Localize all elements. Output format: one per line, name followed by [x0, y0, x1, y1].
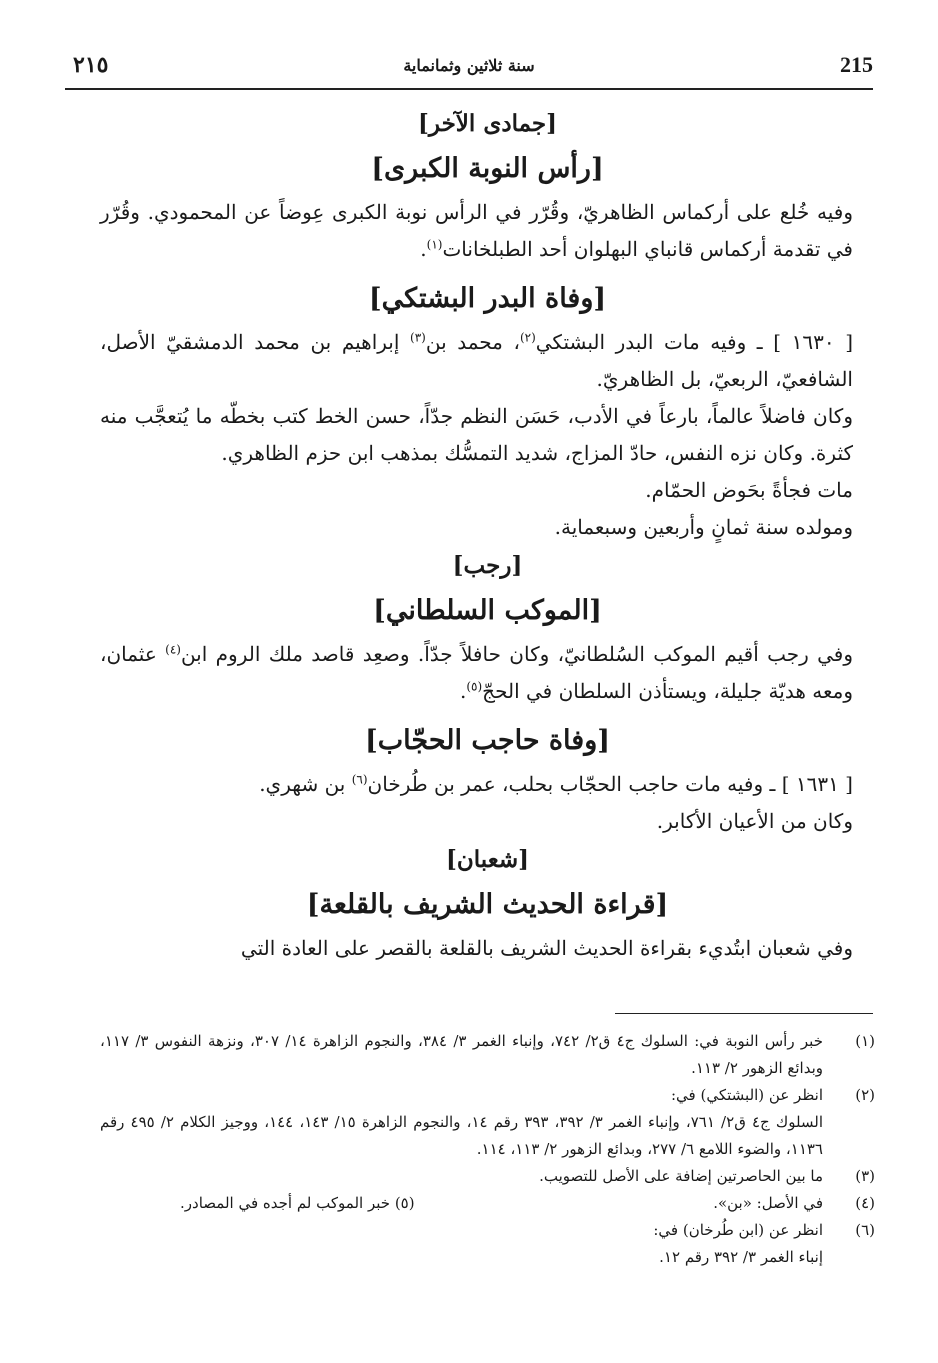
paragraph: وكان فاضلاً عالماً، بارعاً في الأدب، حَسَن النظم جدّاً، حسن الخط كتب بخطّه ما يُتعجَّب منه كثرة. وكان نزه النفس، حادّ المزاج، شديد التمسُّك بمذهب ابن حزم الظاهري. — [100, 404, 853, 465]
footnote-divider — [615, 1013, 873, 1014]
month-heading-jumada: [جمادى الآخر] — [418, 110, 557, 137]
main-text — [100, 104, 875, 967]
section-heading-hadith: [قراءة الحديث الشريف بالقلعة] — [306, 889, 669, 920]
paragraph: [ ١٦٣١ ] ـ وفيه مات حاجب الحجّاب بحلب، عمر بن طُرخان$^{(٦)}$ بن شهري. — [259, 772, 853, 796]
footnote-ref[interactable]: (٥) — [466, 679, 483, 694]
page-header — [65, 48, 873, 90]
footnote-ref[interactable]: (٢) — [519, 330, 536, 345]
section-heading-bashtaki: [وفاة البدر البشتكي] — [368, 283, 607, 314]
paragraph: وفي شعبان ابتُديء بقراءة الحديث الشريف بالقلعة بالقصر على العادة التي — [240, 936, 853, 960]
paragraph: مات فجأةً بحَوض الحمّام. — [645, 478, 853, 502]
paragraph: وفي رجب أقيم الموكب السُلطانيّ، وكان حافلاً جدّاً. وصعِد قاصد ملك الروم ابن$^{(٤)}$ عثمان، ومعه هديّة جليلة، ويستأذن السلطان في الحجّ$^{(٥)}$. — [100, 642, 854, 703]
month-heading-rajab: [رجب] — [452, 552, 523, 579]
paragraph: ومولده سنة ثمانٍ وأربعين وسبعماية. — [554, 515, 853, 539]
footnote: السلوك ج٤ ق٢/ ٧٦١، وإنباء الغمر ٣/ ٣٩٢، ٣٩٣ رقم ١٤، والنجوم الزاهرة ١٥/ ١٤٣، ١٤٤، ووجيز الكلام ٢/ ٤٩٥ رقم ١١٣٦، والضوء اللامع ٦/ ٢٧٧، وبدائع الزهور ٢/ ١١٣، ١١٤. — [100, 1113, 824, 1158]
page-number-latin: 215 — [840, 52, 873, 77]
footnote: (٣) ما بين الحاصرتين إضافة على الأصل للتصويب. — [539, 1167, 875, 1185]
footnote-ref[interactable]: (٤) — [165, 642, 181, 657]
footnote: إنباء الغمر ٣/ ٣٩٢ رقم ١٢. — [659, 1248, 823, 1266]
footnote-ref[interactable]: (١) — [426, 237, 443, 252]
footnote: (٤) في الأصل: «بن». (٥) خبر الموكب لم أجده في المصادر. — [180, 1194, 875, 1212]
section-heading-mawkib: [الموكب السلطاني] — [373, 595, 602, 626]
paragraph: [ ١٦٣٠ ] ـ وفيه مات البدر البشتكي$^{(٢)}$، محمد بن$^{(٣)}$ إبراهيم بن محمد الدمشقيّ الأصل، الشافعيّ، الربعيّ، بل الظاهريّ. — [100, 330, 853, 391]
footnote: (٦) انظر عن (ابن طُرخان) في: — [653, 1221, 875, 1239]
paragraph: وكان من الأعيان الأكابر. — [656, 809, 853, 833]
footnote-ref[interactable]: (٣) — [410, 330, 426, 345]
section-heading-hajib: [وفاة حاجب الحجّاب] — [364, 725, 611, 756]
footnote-ref[interactable]: (٦) — [351, 772, 368, 787]
footnote: (٢) انظر عن (البشتكي) في: — [671, 1086, 875, 1104]
running-title: سنة ثلاثين وثمانماية — [403, 56, 535, 75]
footnote: (١) خبر رأس النوبة في: السلوك ج٤ ق٢/ ٧٤٢، وإنباء الغمر ٣/ ٣٨٤، والنجوم الزاهرة ١٤/ ٣٠٧، ونزهة النفوس ٣/ ١١٧، وبدائع الزهور ٢/ ١١٣. — [100, 1032, 875, 1077]
footnotes — [100, 1028, 875, 1271]
section-heading-ras-nawba: [رأس النوبة الكبرى] — [371, 153, 604, 184]
paragraph: وفيه خُلع على أركماس الظاهريّ، وقُرّر في الرأس نوبة الكبرى عِوضاً عن المحمودي. وقُرّر في تقدمة أركماس قانباي البهلوان أحد الطبلخانات$^{(١)}$. — [100, 200, 853, 261]
page-number-arabic: ٢١٥ — [73, 52, 109, 78]
month-heading-shaban: [شعبان] — [446, 846, 529, 873]
